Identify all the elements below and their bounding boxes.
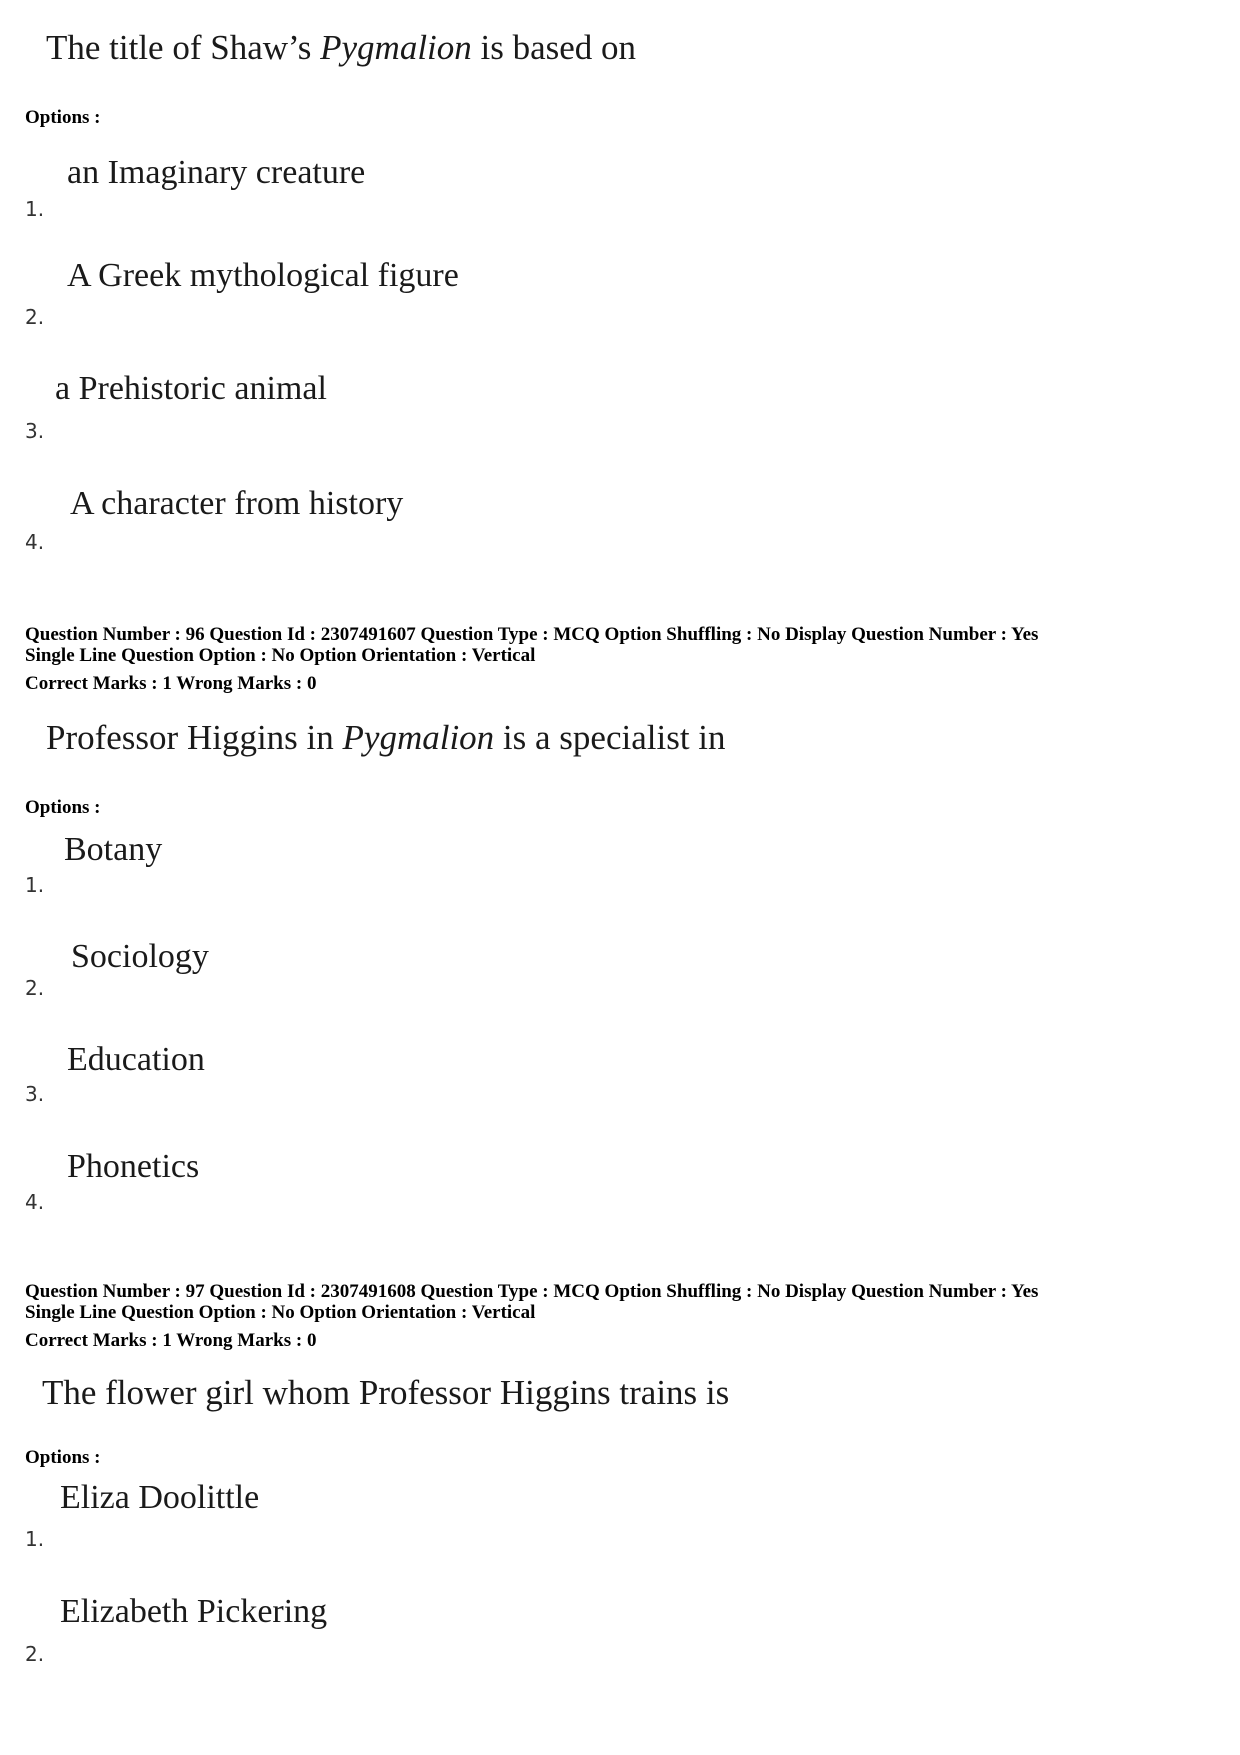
option-number: 4. [25,1190,45,1214]
option-number: 1. [25,1527,45,1551]
question-text-part: is a specialist in [494,718,726,757]
option-text: Eliza Doolittle [60,1479,260,1516]
question-meta-line: Single Line Question Option : No Option Orientation : Vertical [25,645,536,666]
question-meta-line: Question Number : 97 Question Id : 2307491608 Question Type : MCQ Option Shuffling : No Display Question Number : Yes [25,1281,1039,1302]
question-95-text [46,28,636,68]
question-96-text [46,718,726,758]
question-marks-line: Correct Marks : 1 Wrong Marks : 0 [25,673,317,694]
options-label: Options : [25,797,101,818]
option-text: Sociology [71,938,209,975]
option-text: a Prehistoric animal [55,370,327,407]
question-97-text: The flower girl whom Professor Higgins trains is [42,1373,730,1412]
option-number: 3. [25,1082,45,1106]
option-number: 1. [25,873,45,897]
question-marks-line: Correct Marks : 1 Wrong Marks : 0 [25,1330,317,1351]
options-label: Options : [25,1447,101,1468]
option-text: an Imaginary creature [67,154,366,191]
option-text: Education [67,1041,205,1078]
option-text: Botany [64,831,163,868]
option-number: 3. [25,419,45,443]
question-text-italic: Pygmalion [320,28,472,67]
question-text-italic: Pygmalion [342,718,495,757]
question-meta-line: Question Number : 96 Question Id : 2307491607 Question Type : MCQ Option Shuffling : No Display Question Number : Yes [25,624,1039,645]
options-label: Options : [25,107,101,128]
option-text: Elizabeth Pickering [60,1593,328,1630]
option-number: 2. [25,305,45,329]
option-number: 1. [25,197,45,221]
option-number: 2. [25,976,45,1000]
option-text: A character from history [70,485,404,522]
question-meta-line: Single Line Question Option : No Option Orientation : Vertical [25,1302,536,1323]
question-text-part: The title of Shaw’s [46,28,321,67]
option-number: 2. [25,1642,45,1666]
question-text-part: Professor Higgins in [46,718,343,757]
option-number: 4. [25,530,45,554]
option-text: A Greek mythological figure [67,257,459,294]
question-text-part: is based on [471,28,637,67]
option-text: Phonetics [67,1148,200,1185]
